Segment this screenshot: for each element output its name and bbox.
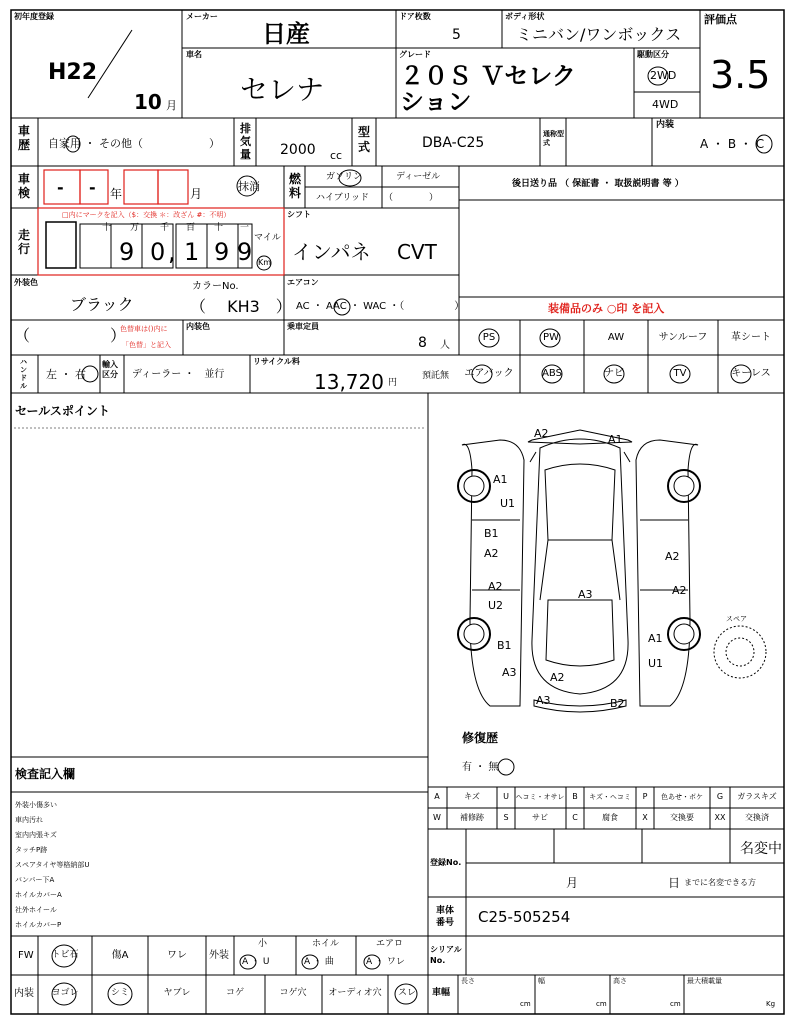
fw-item: 傷A [111, 950, 129, 961]
int-item: オーディオ穴 [328, 988, 382, 998]
mileage-digit-1: 9 [119, 238, 135, 266]
inspection-d2: - [89, 178, 96, 197]
size-length: 長さ [461, 977, 475, 985]
inspection-month: 月 [190, 187, 203, 201]
mileage-unit-6: 一 [240, 223, 250, 233]
recycle-unit: 円 [388, 378, 398, 388]
legend-code: C [572, 813, 578, 822]
color-no-value: （ KH3 ） [190, 297, 292, 316]
grade-label: グレード [399, 50, 431, 59]
damage-code: A1 [648, 632, 663, 645]
color-change-note2: 「色替」と記入 [122, 341, 171, 349]
legend-desc: 腐食 [602, 813, 618, 822]
car-name-label: 車名 [186, 50, 202, 59]
fw-exterior-label: 外装 [209, 950, 229, 961]
equip-navi: ナビ [604, 368, 624, 379]
interior-grade-label: 内装 [656, 120, 675, 130]
int-item: ヨゴレ [51, 988, 79, 998]
interior-grade-value: A ・ B ・ C [700, 137, 765, 151]
size-cm: cm [670, 1000, 681, 1008]
legend-code: X [642, 813, 648, 822]
legend-desc: 交換済 [745, 813, 769, 822]
mileage-unit-2: 万 [130, 223, 140, 233]
legend-code: A [434, 792, 440, 801]
fw-wheel-value: A ・ 曲 [304, 957, 334, 967]
damage-code: A2 [672, 584, 687, 597]
equip-aw: AW [607, 332, 625, 343]
chassis-value: C25-505254 [478, 908, 571, 926]
damage-code: B1 [497, 639, 512, 652]
size-width: 幅 [538, 977, 545, 985]
legend-desc: 交換要 [670, 813, 694, 822]
int-item: コゲ穴 [279, 988, 307, 998]
damage-code: B1 [484, 527, 499, 540]
equip-abs: ABS [542, 368, 562, 379]
maker-value: 日産 [262, 20, 310, 48]
name-change-value: 名変中 [740, 841, 782, 857]
mileage-digit-4: 9 [214, 238, 230, 266]
legend-code: W [433, 813, 441, 822]
handle-value: 左 ・ 右 [46, 368, 86, 381]
note-line: 室内内張キズ [15, 831, 57, 839]
mileage-km: Km [258, 258, 272, 267]
equip-pw: PW [543, 332, 559, 343]
mileage-unit-1: 十 [102, 223, 112, 233]
legend-desc: 補修跡 [460, 813, 484, 822]
damage-code: A2 [665, 550, 680, 563]
recycle-value: 13,720 [314, 370, 384, 394]
legend-code: P [642, 792, 648, 801]
fw-item: トビ石 [51, 950, 79, 960]
registration-no-label: 登録No. [430, 858, 462, 867]
mileage-unit-5: 十 [214, 223, 224, 233]
inspection-label: 車検 [18, 172, 31, 200]
usage-label: 車歴 [18, 124, 31, 152]
mileage-digit-2: 0 [150, 238, 166, 266]
fw-small-value: A ・ U [242, 957, 270, 967]
damage-code: A1 [608, 433, 623, 446]
mileage-comma: , [168, 238, 176, 266]
fw-item: ワレ [167, 950, 187, 961]
fw-small-label: 小 [258, 939, 268, 949]
color-no-label: カラーNo. [192, 281, 239, 292]
int-item: コゲ [225, 988, 245, 998]
legend-code: B [572, 792, 578, 801]
body-type-label: ボディ形状 [505, 12, 545, 21]
repair-label: 修復歴 [462, 731, 499, 745]
damage-code: A3 [536, 694, 551, 707]
handle-label: ハンドル [20, 358, 27, 390]
registration-month-unit: 月 [166, 99, 177, 112]
shift-value: インパネ CVT [292, 240, 437, 264]
int-item: ヤブレ [163, 988, 191, 998]
drive-2wd: 2WD [650, 69, 677, 82]
import-label: 輸入区分 [102, 360, 118, 379]
equip-ps: PS [482, 332, 496, 343]
size-cm: cm [520, 1000, 531, 1008]
fw-wheel-label: ホイル [312, 939, 340, 949]
damage-code: A3 [578, 588, 593, 601]
note-line: スペアタイヤ等格納部U [15, 861, 90, 869]
displacement-value: 2000 [280, 142, 316, 158]
legend-code: S [503, 813, 509, 822]
fuel-other: （ ） [384, 193, 439, 203]
name-change-day: 日 [668, 876, 681, 890]
legend-desc: 色あせ・ボケ [661, 793, 703, 801]
damage-code: A2 [488, 580, 503, 593]
usage-value: 自家用 ・ その他（ ） [48, 137, 220, 150]
mileage-label: 走行 [18, 228, 31, 256]
int-item: スレ [397, 988, 417, 998]
recycle-note: 預託無 [422, 371, 450, 381]
damage-code: U1 [648, 657, 664, 670]
note-line: 社外ホイール [15, 906, 57, 914]
displacement-label: 排気量 [240, 122, 251, 161]
score-value: 3.5 [710, 53, 771, 97]
note-line: 車内汚れ [15, 816, 43, 824]
equip-keyless: キーレス [731, 368, 771, 379]
recycle-label: リサイクル料 [253, 357, 300, 366]
fuel-diesel: ディーゼル [396, 172, 441, 182]
common-model-label: 通称型式 [543, 130, 564, 147]
sales-point-label: セールスポイント [15, 404, 110, 418]
equip-airbag: エアバック [464, 368, 514, 379]
mileage-digit-3: 1 [184, 238, 200, 266]
equipment-header: 装備品のみ ○印 を記入 [548, 302, 665, 315]
legend-desc: ガラスキズ [737, 792, 777, 801]
legend-desc: ヘコミ・オサレ [515, 793, 565, 801]
equip-tv: TV [673, 368, 687, 379]
inspection-year: 年 [110, 187, 123, 201]
mileage-note: □内にマークを記入（$：交換 ＊：改ざん #：不明） [62, 211, 231, 219]
int-label: 内装 [14, 988, 34, 999]
registration-month: 10 [134, 90, 162, 114]
color-value: ブラック [70, 295, 134, 314]
equip-sunroof: サンルーフ [658, 332, 708, 343]
capacity-label: 乗車定員 [287, 322, 319, 331]
size-height: 高さ [613, 977, 627, 985]
note-line: ホイルカバーP [15, 921, 62, 929]
size-weight: 最大積載量 [687, 977, 722, 985]
fw-aero-value: A ・ ワレ [366, 957, 405, 967]
equip-leather: 革シート [731, 332, 771, 343]
capacity-unit: 人 [440, 340, 450, 351]
doors-label: ドア枚数 [399, 12, 431, 21]
drive-4wd: 4WD [652, 98, 679, 111]
color-label: 外装色 [14, 278, 38, 287]
legend-desc: キズ [464, 792, 480, 801]
inspection-notes-label: 検査記入欄 [15, 767, 76, 781]
fuel-label: 燃料 [289, 172, 302, 200]
size-cm: cm [596, 1000, 607, 1008]
car-name-value: セレナ [240, 73, 325, 106]
note-line: ホイルカバーA [15, 891, 62, 899]
documents-label: 後日送り品 （ 保証書 ・ 取扱説明書 等 ） [512, 179, 684, 189]
doors-value: 5 [452, 27, 461, 43]
name-change-deadline: までに名変できる方 [684, 878, 756, 887]
model-value: DBA-C25 [422, 135, 485, 151]
legend-desc: キズ・ヘコミ [589, 793, 631, 801]
mileage-digit-5: 9 [237, 238, 253, 266]
mileage-mile: マイル [254, 233, 281, 243]
note-line: バンパー下A [15, 876, 55, 884]
damage-code: A2 [550, 671, 565, 684]
color-change-note1: 色替車は()内に [120, 325, 168, 333]
size-label: 車幅 [432, 988, 451, 998]
fuel-hybrid: ハイブリッド [316, 193, 370, 203]
shift-label: シフト [287, 210, 311, 219]
model-label: 型式 [358, 125, 371, 154]
score-label: 評価点 [704, 13, 737, 26]
int-item: シミ [110, 988, 130, 998]
damage-code: B2 [610, 697, 625, 710]
note-line: 外装小傷多い [15, 801, 57, 809]
drive-label: 駆動区分 [637, 50, 669, 59]
name-change-month: 月 [566, 876, 579, 890]
damage-code: A2 [484, 547, 499, 560]
grade-line2: ション [400, 88, 472, 116]
legend-code: U [503, 792, 509, 801]
spare-label: スペア [726, 615, 747, 623]
damage-code: A3 [502, 666, 517, 679]
note-line: タッチP跡 [15, 846, 48, 854]
damage-code: A1 [493, 473, 508, 486]
serial-label: シリアルNo. [430, 945, 462, 965]
damage-code: U1 [500, 497, 516, 510]
maker-label: メーカー [186, 12, 218, 21]
legend-desc: サビ [532, 813, 548, 822]
capacity-value: 8 [418, 335, 427, 351]
inspection-expired: 抹消 [238, 180, 260, 193]
body-type-value: ミニバン/ワンボックス [516, 25, 682, 44]
mileage-unit-3: 千 [160, 223, 170, 233]
import-value: ディーラー ・ 並行 [132, 369, 225, 380]
repair-value: 有 ・ 無 [462, 762, 499, 773]
fw-aero-label: エアロ [376, 939, 404, 949]
aircon-label: エアコン [287, 278, 319, 287]
registration-label: 初年度登録 [14, 12, 54, 21]
registration-year: H22 [48, 60, 98, 85]
legend-code: XX [714, 813, 726, 822]
aircon-value: AC ・ AAC ・ WAC ・（ ） [296, 301, 465, 312]
legend-code: G [716, 792, 724, 801]
inspection-d1: - [57, 178, 64, 197]
size-kg: Kg [766, 1000, 776, 1008]
displacement-unit: cc [330, 149, 343, 162]
fuel-gasoline: ガソリン [326, 172, 363, 182]
color-change-paren: （ ） [14, 326, 127, 345]
damage-code: U2 [488, 599, 504, 612]
damage-code: A2 [534, 427, 549, 440]
fw-label: FW [18, 950, 34, 961]
grade-line1: ２０Ｓ Ｖセレク [400, 62, 576, 90]
mileage-unit-4: 百 [186, 223, 196, 233]
interior-color-label: 内装色 [186, 322, 210, 331]
chassis-label: 車体番号 [436, 906, 455, 928]
